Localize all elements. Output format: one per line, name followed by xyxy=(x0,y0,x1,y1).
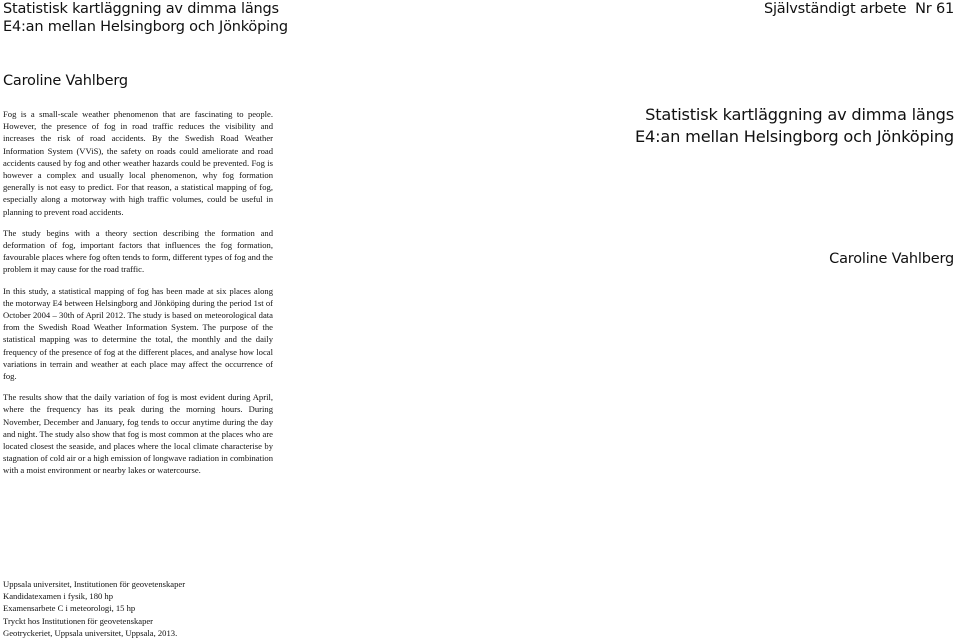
abstract-paragraph: In this study, a statistical mapping of fog has been made at six places along the motorway E4 between Helsingborg and Jönköping during the period 1st of October 2004 – 30th of April 2012. The study is based on meteorological data from the Swedish Road Weather Information System. The purpose of the statistical mapping was to determine the total, the monthly and the daily frequency of the presence of fog at the different places, and analyse how local variations in terrain and weather at each place may affect the occurrence of fog. xyxy=(3,285,273,382)
abstract-paragraph: The results show that the daily variation of fog is most evident during April, where the frequency has its peak during the morning hours. During November, December and January, fog tends to occur anytime during the day and night. The study also show that fog is most common at the places who are located closest the seaside, and places where the local climate characterise by stagnation of cold air or a high emission of longwave radiation in combination with a moist environment or nearby lakes or watercourse. xyxy=(3,392,273,476)
cover-author: Caroline Vahlberg xyxy=(829,251,954,267)
imprint-line: Uppsala universitet, Institutionen för geovetenskaper xyxy=(3,579,186,589)
abstract-paragraph: Fog is a small-scale weather phenomenon that are fascinating to people. However, the presence of fog in road traffic reduces the visibility and increases the risk of road accidents. By the Swedish Road Weather Information System (VViS), the safety on roads could ameliorate and road accidents caused by fog and other weather hazards could be prevented. Fog is however a complex and usually local phenomenon, why fog formation generally is not easy to predict. For that reason, a statistical mapping of fog, especially along a motorway with high traffic volumes, could be useful in planning to prevent road accidents. xyxy=(3,109,273,217)
imprint-line: Kandidatexamen i fysik, 180 hp xyxy=(3,591,114,602)
running-header-title-line2: E4:an mellan Helsingborg och Jönköping xyxy=(3,19,288,35)
imprint xyxy=(3,578,185,639)
series-label: Självständigt arbete Nr 61 xyxy=(763,1,954,17)
abstract-author: Caroline Vahlberg xyxy=(3,73,128,89)
running-header-title xyxy=(3,0,288,36)
cover-title-line2: E4:an mellan Helsingborg och Jönköping xyxy=(635,127,954,146)
abstract-text xyxy=(3,108,273,477)
cover-title-line1: Statistisk kartläggning av dimma längs xyxy=(645,105,954,124)
imprint-line: Tryckt hos Institutionen för geovetenskaper xyxy=(3,615,154,626)
cover-title xyxy=(635,104,954,148)
abstract-paragraph: The study begins with a theory section describing the formation and deformation of fog, important factors that influences the fog formation, favourable places where fog often tends to form, different types of fog and the problem it may cause for the road traffic. xyxy=(3,227,273,275)
imprint-line: Geotryckeriet, Uppsala universitet, Uppsala, 2013. xyxy=(3,627,178,638)
imprint-line: Examensarbete C i meteorologi, 15 hp xyxy=(3,603,136,614)
running-header-title-line1: Statistisk kartläggning av dimma längs xyxy=(3,1,279,17)
